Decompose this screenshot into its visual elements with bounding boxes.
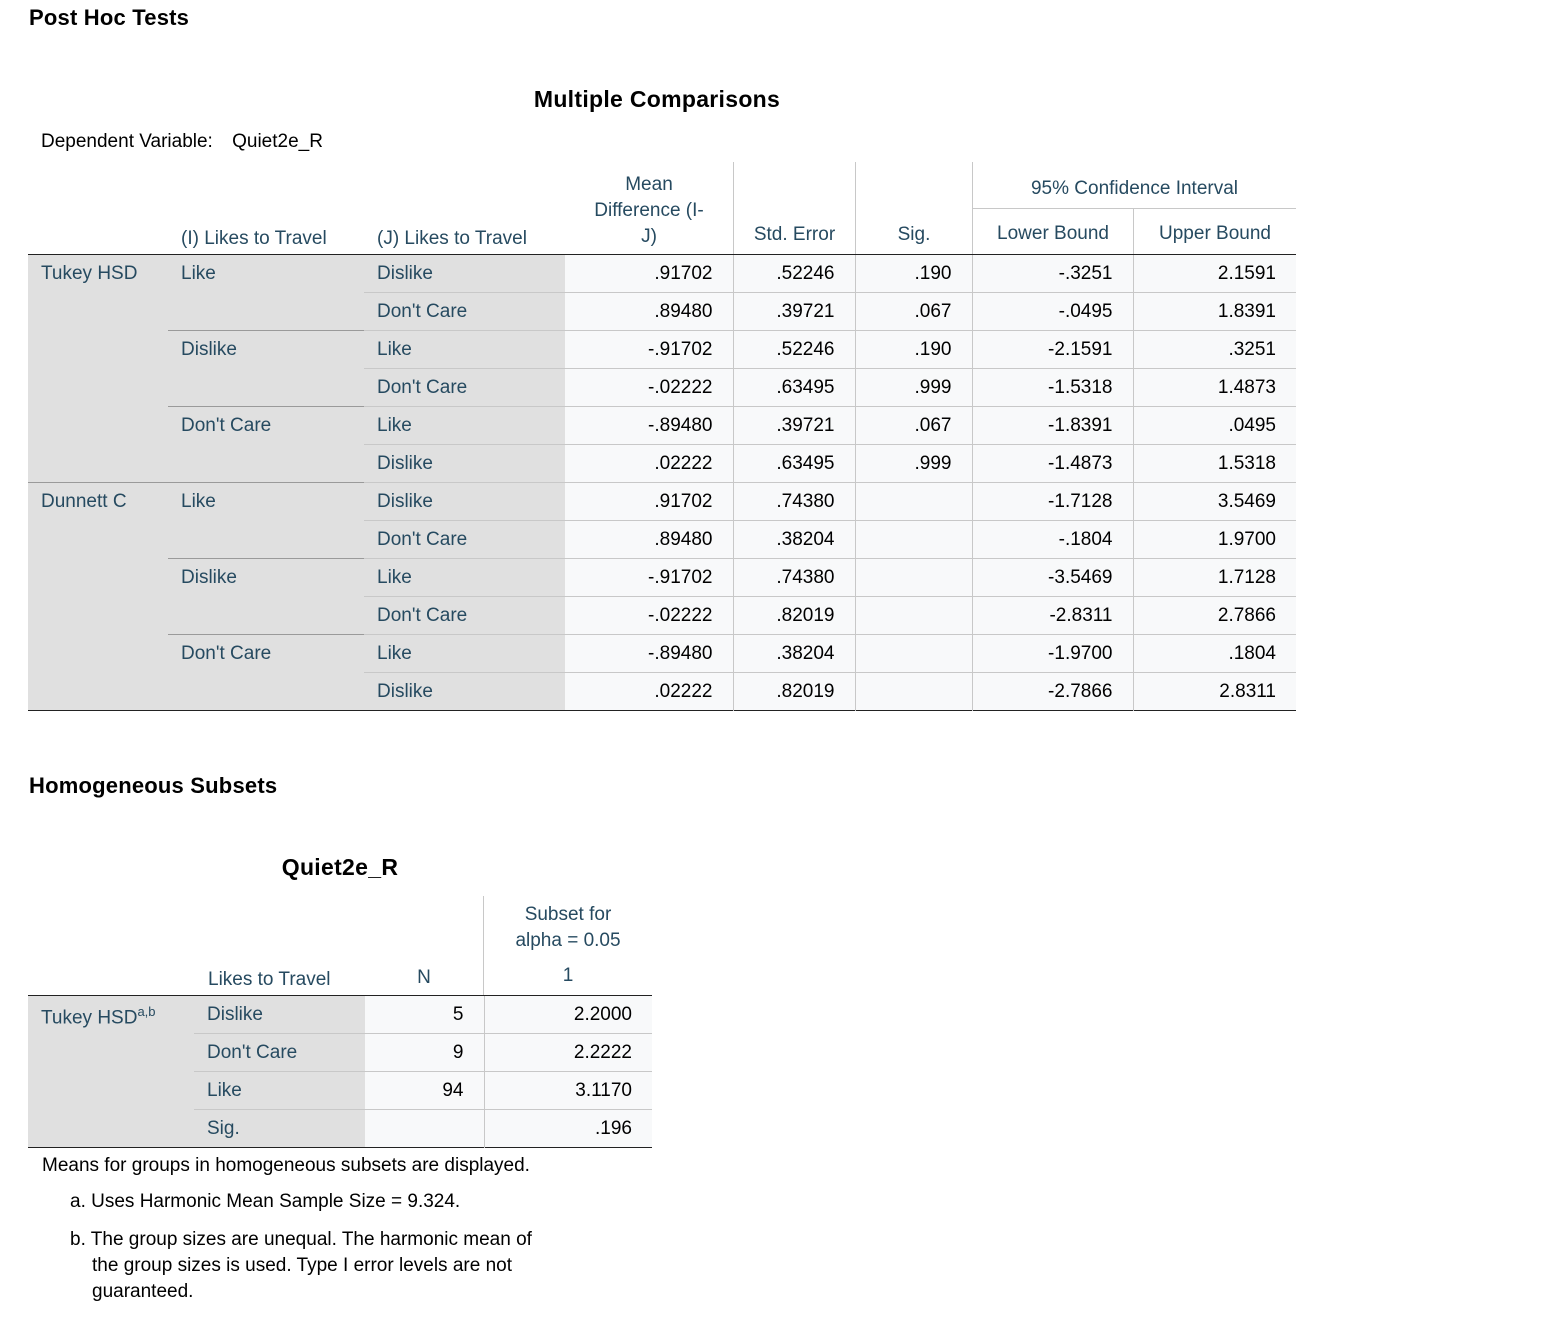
subset-value: 2.2222 bbox=[484, 1034, 652, 1072]
std-error: .63495 bbox=[733, 445, 855, 483]
header-n: N bbox=[417, 967, 431, 988]
mean-difference: -.02222 bbox=[565, 597, 733, 635]
footnote-b bbox=[70, 1227, 532, 1305]
std-error: .63495 bbox=[733, 369, 855, 407]
j-level: Like bbox=[364, 407, 565, 445]
lower-bound: -3.5469 bbox=[972, 559, 1133, 597]
header-lower-bound: Lower Bound bbox=[997, 223, 1109, 244]
lower-bound: -.3251 bbox=[972, 255, 1133, 293]
lower-bound: -.0495 bbox=[972, 293, 1133, 331]
mean-difference: -.91702 bbox=[565, 331, 733, 369]
sig-value: .190 bbox=[855, 331, 972, 369]
mean-difference: .91702 bbox=[565, 255, 733, 293]
mean-difference: .91702 bbox=[565, 483, 733, 521]
i-level: Don't Care bbox=[168, 407, 364, 483]
table-row bbox=[28, 407, 1296, 445]
sig-value: .067 bbox=[855, 293, 972, 331]
lower-bound: -1.7128 bbox=[972, 483, 1133, 521]
sig-value: .999 bbox=[855, 369, 972, 407]
mean-difference: .89480 bbox=[565, 293, 733, 331]
mean-difference: -.91702 bbox=[565, 559, 733, 597]
j-level: Like bbox=[364, 559, 565, 597]
sig-value bbox=[855, 597, 972, 635]
upper-bound: 1.5318 bbox=[1133, 445, 1296, 483]
j-level: Dislike bbox=[364, 445, 565, 483]
upper-bound: .1804 bbox=[1133, 635, 1296, 673]
header-subset bbox=[484, 902, 652, 954]
upper-bound: 1.8391 bbox=[1133, 293, 1296, 331]
std-error: .74380 bbox=[733, 483, 855, 521]
mean-difference: .89480 bbox=[565, 521, 733, 559]
group-label-text: Tukey HSD bbox=[41, 1007, 138, 1029]
upper-bound: .3251 bbox=[1133, 331, 1296, 369]
std-error: .82019 bbox=[733, 673, 855, 711]
mean-difference: -.89480 bbox=[565, 407, 733, 445]
table-row bbox=[28, 559, 1296, 597]
level-label: Like bbox=[194, 1072, 365, 1110]
mean-difference: -.02222 bbox=[565, 369, 733, 407]
sig-value bbox=[855, 483, 972, 521]
dep-var-caption: Dependent Variable: bbox=[41, 131, 213, 152]
subset-value: 2.2000 bbox=[484, 996, 652, 1034]
section-heading-homogeneous-subsets: Homogeneous Subsets bbox=[29, 773, 278, 798]
section-heading-post-hoc: Post Hoc Tests bbox=[29, 5, 190, 30]
sig-value bbox=[855, 673, 972, 711]
std-error: .39721 bbox=[733, 293, 855, 331]
level-label: Don't Care bbox=[194, 1034, 365, 1072]
j-level: Dislike bbox=[364, 483, 565, 521]
j-level: Don't Care bbox=[364, 597, 565, 635]
table-row bbox=[28, 483, 1296, 521]
upper-bound: 2.7866 bbox=[1133, 597, 1296, 635]
header-mean-difference-line: Mean bbox=[625, 174, 673, 195]
upper-bound: 1.7128 bbox=[1133, 559, 1296, 597]
std-error: .38204 bbox=[733, 521, 855, 559]
table-title-multiple-comparisons: Multiple Comparisons bbox=[533, 86, 781, 112]
upper-bound: 2.1591 bbox=[1133, 255, 1296, 293]
footnote-a: a. Uses Harmonic Mean Sample Size = 9.324. bbox=[70, 1191, 461, 1212]
homogeneous-subsets-table bbox=[28, 995, 652, 1148]
j-level: Don't Care bbox=[364, 369, 565, 407]
lower-bound: -2.7866 bbox=[972, 673, 1133, 711]
upper-bound: 2.8311 bbox=[1133, 673, 1296, 711]
header-mean-difference-line: J) bbox=[641, 226, 657, 247]
std-error: .74380 bbox=[733, 559, 855, 597]
lower-bound: -.1804 bbox=[972, 521, 1133, 559]
header-j-likes-to-travel: (J) Likes to Travel bbox=[377, 228, 527, 249]
table-row bbox=[28, 635, 1296, 673]
lower-bound: -1.8391 bbox=[972, 407, 1133, 445]
sig-value: .999 bbox=[855, 445, 972, 483]
header-mean-difference-line: Difference (I- bbox=[594, 200, 704, 221]
upper-bound: .0495 bbox=[1133, 407, 1296, 445]
table-row bbox=[28, 255, 1296, 293]
header-std-error: Std. Error bbox=[753, 224, 836, 245]
sig-value: .190 bbox=[855, 255, 972, 293]
group-label bbox=[28, 996, 194, 1148]
footnote-b-line: guaranteed. bbox=[92, 1281, 194, 1302]
sig-value bbox=[855, 521, 972, 559]
i-level: Like bbox=[168, 255, 364, 331]
std-error: .52246 bbox=[733, 255, 855, 293]
multiple-comparisons-header bbox=[28, 162, 1296, 255]
n-value: 5 bbox=[365, 996, 484, 1034]
lower-bound: -2.8311 bbox=[972, 597, 1133, 635]
mean-difference: .02222 bbox=[565, 445, 733, 483]
header-confidence-interval: 95% Confidence Interval bbox=[1030, 178, 1238, 199]
table-row bbox=[28, 996, 652, 1034]
n-value bbox=[365, 1110, 484, 1148]
mean-difference: -.89480 bbox=[565, 635, 733, 673]
footnote-main: Means for groups in homogeneous subsets are displayed. bbox=[42, 1155, 530, 1176]
std-error: .82019 bbox=[733, 597, 855, 635]
header-i-likes-to-travel: (I) Likes to Travel bbox=[181, 228, 327, 249]
j-level: Dislike bbox=[364, 255, 565, 293]
j-level: Like bbox=[364, 331, 565, 369]
header-subset-1: 1 bbox=[562, 965, 574, 986]
subset-value: .196 bbox=[484, 1110, 652, 1148]
level-label: Dislike bbox=[194, 996, 365, 1034]
table-title-quiet2e-r: Quiet2e_R bbox=[281, 854, 399, 880]
lower-bound: -1.5318 bbox=[972, 369, 1133, 407]
header-sig: Sig. bbox=[897, 224, 931, 245]
j-level: Dislike bbox=[364, 673, 565, 711]
sig-value: .067 bbox=[855, 407, 972, 445]
mean-difference: .02222 bbox=[565, 673, 733, 711]
upper-bound: 1.9700 bbox=[1133, 521, 1296, 559]
sig-value bbox=[855, 559, 972, 597]
std-error: .39721 bbox=[733, 407, 855, 445]
header-subset-line: alpha = 0.05 bbox=[515, 930, 621, 951]
dep-var-value: Quiet2e_R bbox=[232, 131, 323, 152]
lower-bound: -2.1591 bbox=[972, 331, 1133, 369]
j-level: Don't Care bbox=[364, 521, 565, 559]
lower-bound: -1.4873 bbox=[972, 445, 1133, 483]
n-value: 94 bbox=[365, 1072, 484, 1110]
header-likes-to-travel: Likes to Travel bbox=[208, 969, 331, 990]
i-level: Dislike bbox=[168, 331, 364, 407]
i-level: Like bbox=[168, 483, 364, 559]
j-level: Like bbox=[364, 635, 565, 673]
n-value: 9 bbox=[365, 1034, 484, 1072]
std-error: .52246 bbox=[733, 331, 855, 369]
footnote-b-line: the group sizes is used. Type I error levels are not bbox=[92, 1255, 512, 1276]
group-label: Dunnett C bbox=[28, 483, 168, 711]
subset-value: 3.1170 bbox=[484, 1072, 652, 1110]
i-level: Dislike bbox=[168, 559, 364, 635]
std-error: .38204 bbox=[733, 635, 855, 673]
upper-bound: 3.5469 bbox=[1133, 483, 1296, 521]
j-level: Don't Care bbox=[364, 293, 565, 331]
group-label: Tukey HSD bbox=[28, 255, 168, 483]
level-label: Sig. bbox=[194, 1110, 365, 1148]
sig-value bbox=[855, 635, 972, 673]
header-upper-bound: Upper Bound bbox=[1159, 223, 1271, 244]
i-level: Don't Care bbox=[168, 635, 364, 711]
table-row bbox=[28, 331, 1296, 369]
header-divider bbox=[972, 208, 1296, 209]
footnote-b-line: b. The group sizes are unequal. The harmonic mean of bbox=[70, 1229, 532, 1250]
dependent-variable-label bbox=[41, 131, 323, 153]
footnote-marker: a,b bbox=[137, 1004, 156, 1019]
lower-bound: -1.9700 bbox=[972, 635, 1133, 673]
homogeneous-header bbox=[28, 896, 652, 996]
upper-bound: 1.4873 bbox=[1133, 369, 1296, 407]
multiple-comparisons-table bbox=[28, 254, 1296, 711]
header-mean-difference bbox=[565, 172, 733, 250]
header-subset-line: Subset for bbox=[524, 904, 612, 925]
